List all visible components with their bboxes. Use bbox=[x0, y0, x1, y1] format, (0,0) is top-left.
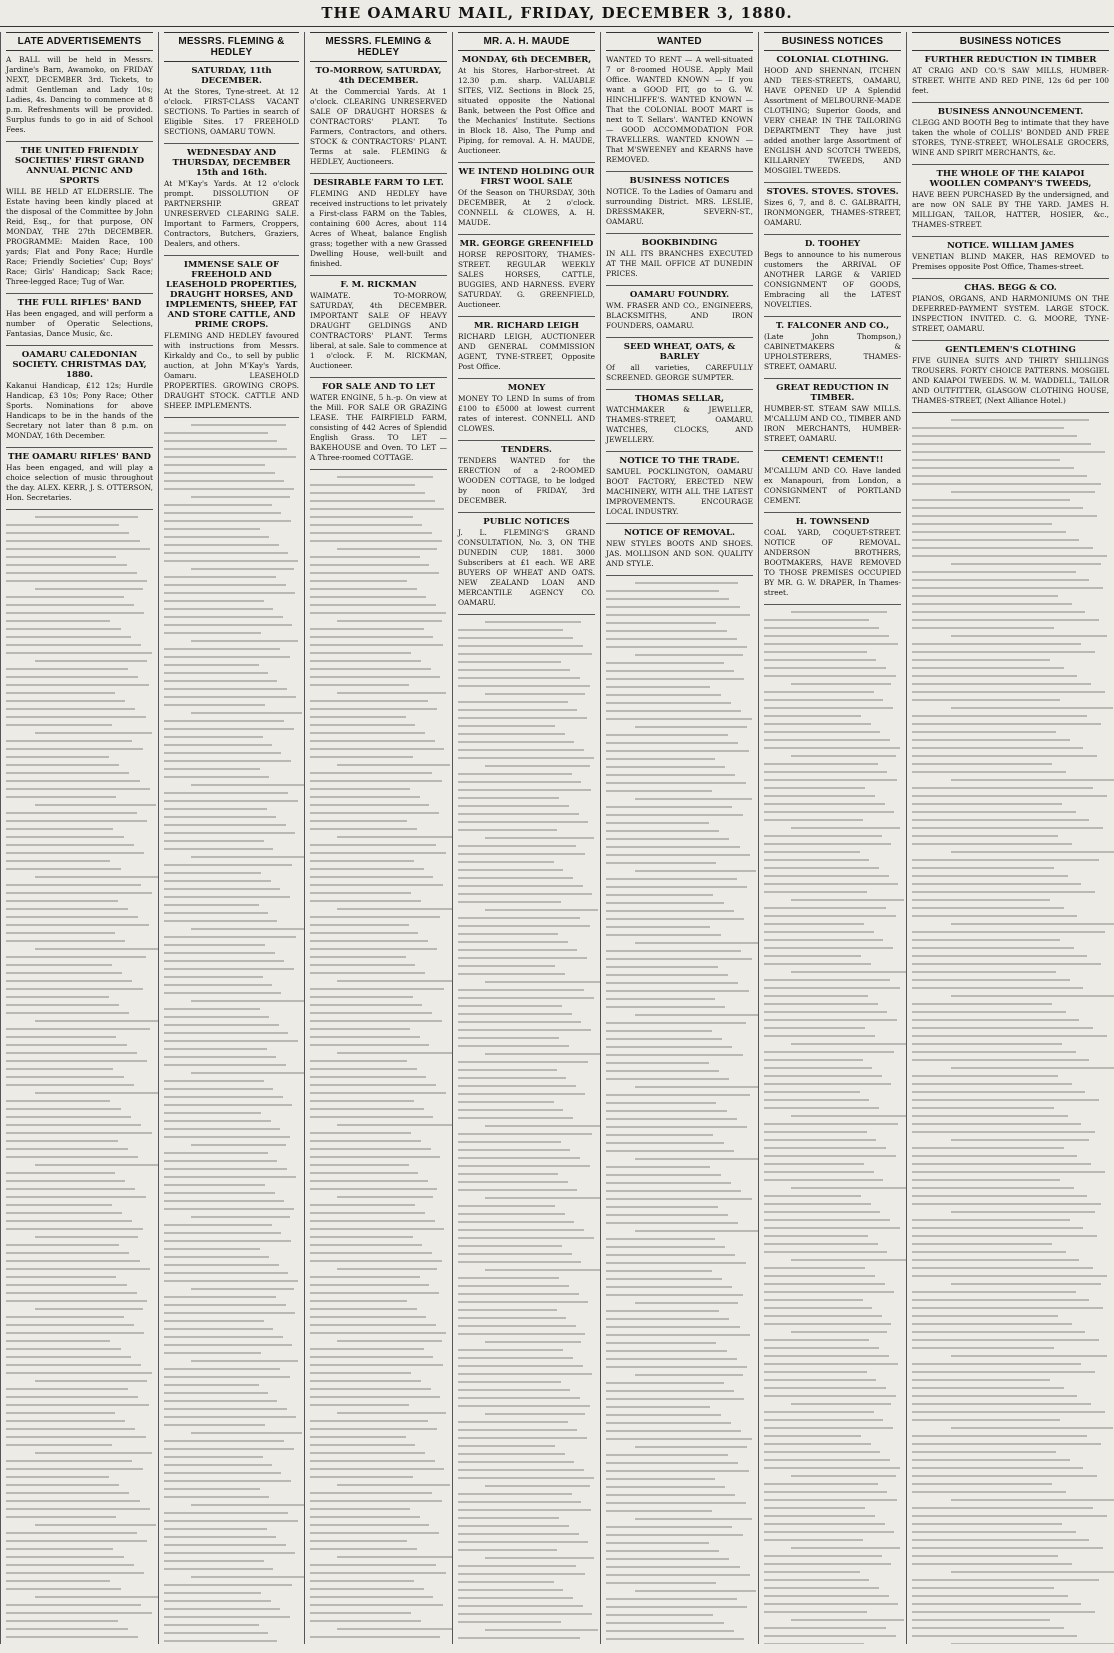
ad-body: COAL YARD, COQUET-STREET. NOTICE OF REMOVAL. ANDERSON BROTHERS, BOOTMAKERS, HAVE REMOVED TO THOSE PREMISES OCCUPIED BY MR. G. W. DRAPER, In Thames-street. bbox=[764, 528, 901, 597]
advertisement bbox=[606, 528, 753, 569]
advertisement bbox=[310, 178, 447, 269]
ad-title: GENTLEMEN'S CLOTHING bbox=[945, 345, 1076, 355]
advertisement bbox=[458, 383, 595, 434]
advertisement bbox=[606, 290, 753, 331]
divider bbox=[912, 164, 1109, 165]
divider bbox=[458, 162, 595, 163]
ad-title: PUBLIC NOTICES bbox=[483, 517, 570, 527]
advertisement bbox=[606, 176, 753, 227]
ad-body: WAIMATE. TO-MORROW, SATURDAY, 4th DECEMBER. IMPORTANT SALE OF HEAVY DRAUGHT GELDINGS AND CONTRACTORS' PLANT. Terms liberal, at sale. Sale to commence at 1 o'clock. F. M. RICKMAN, Auctioneer. bbox=[310, 291, 447, 370]
ad-body: At his Stores, Harbor-street. At 12.30 p.m. sharp. VALUABLE SITES, VIZ. Sections in Block 25, situated opposite the National Bank, between the Post Office and the Mechanics' Institute. Sections in Block 18. Also, The Pump and Piping, for removal. A. H. MAUDE, Auctioneer. bbox=[458, 66, 595, 155]
divider bbox=[764, 234, 901, 235]
ad-body: FLEMING AND HEDLEY favoured with instructions from Messrs. Kirkaldy and Co., to sell by public auction, at John M'Kay's Yards, Oamaru. LEASEHOLD PROPERTIES. GROWING CROPS. DRAUGHT STOCK. CATTLE AND SHEEP. IMPLEMENTS. bbox=[164, 331, 299, 410]
advertisement bbox=[912, 345, 1109, 406]
advertisement bbox=[764, 321, 901, 372]
ad-title: MONEY bbox=[507, 383, 546, 393]
divider bbox=[6, 509, 153, 510]
advertisement bbox=[310, 382, 447, 463]
ad-body: HOOD AND SHENNAN, ITCHEN AND TEES-STREETS, OAMARU, HAVE OPENED UP A Splendid Assortment of MELBOURNE-MADE CLOTHING; Superior Goods, and VERY CHEAP. IN THE TAILORING DEPARTMENT They have just added another large Assortment of ENGLISH AND SCOTCH TWEEDS, KILLARNEY TWEEDS, AND MOSGIEL TWEEDS. bbox=[764, 66, 901, 175]
divider bbox=[310, 173, 447, 174]
column-heading: MR. A. H. MAUDE bbox=[458, 32, 595, 51]
ad-body: AT CRAIG AND CO.'S SAW MILLS, HUMBER-STREET. WHITE AND RED PINE, 12s 6d per 100 feet. bbox=[912, 66, 1109, 95]
ad-title: STOVES. STOVES. STOVES. bbox=[766, 187, 899, 197]
column-heading: MESSRS. FLEMING & HEDLEY bbox=[164, 32, 299, 62]
ad-body: WATCHMAKER & JEWELLER, THAMES-STREET, OAMARU. WATCHES, CLOCKS, AND JEWELLERY. bbox=[606, 405, 753, 444]
ad-title: H. TOWNSEND bbox=[795, 517, 870, 527]
ad-title: OAMARU CALEDONIAN SOCIETY. CHRISTMAS DAY, 1880. bbox=[12, 350, 147, 380]
column-3 bbox=[304, 32, 452, 1644]
advertisement bbox=[606, 342, 753, 383]
ad-title: BUSINESS NOTICES bbox=[629, 176, 730, 186]
advertisement bbox=[764, 187, 901, 228]
advertisement bbox=[912, 55, 1109, 96]
text-texture bbox=[310, 476, 447, 1644]
divider bbox=[606, 285, 753, 286]
ad-title: BUSINESS ANNOUNCEMENT. bbox=[937, 107, 1084, 117]
advertisement bbox=[6, 452, 153, 503]
advertisement bbox=[764, 55, 901, 176]
advertisement bbox=[458, 321, 595, 372]
divider bbox=[606, 389, 753, 390]
ad-title: MONDAY, 6th DECEMBER, bbox=[461, 55, 592, 65]
divider bbox=[606, 337, 753, 338]
text-texture bbox=[6, 516, 153, 1644]
ad-title: SATURDAY, 11th DECEMBER. bbox=[191, 66, 272, 86]
divider bbox=[764, 512, 901, 513]
advertisement bbox=[912, 107, 1109, 158]
text-texture bbox=[458, 621, 595, 1644]
ad-body: A BALL will be held in Messrs. Jardine's Barn, Awamoko, on FRIDAY NEXT, DECEMBER 3rd. Tickets, to admit Gentleman and Lady 10s; Ladies, 4s. Dancing to commence at 8 p.m. Refreshments will be provided. Surplus funds to go in aid of School Fees. bbox=[6, 55, 153, 134]
ad-title: D. TOOHEY bbox=[804, 239, 861, 249]
ad-body: M'CALLUM AND CO. Have landed ex Manapouri, from London, a CONSIGNMENT of PORTLAND CEMENT. bbox=[764, 466, 901, 505]
column-5 bbox=[600, 32, 758, 1644]
divider bbox=[310, 275, 447, 276]
divider bbox=[6, 293, 153, 294]
advertisement bbox=[764, 383, 901, 444]
ad-body: Of all varieties, CAREFULLY SCREENED. GEORGE SUMPTER. bbox=[606, 363, 753, 382]
text-texture bbox=[912, 419, 1109, 1644]
divider bbox=[606, 233, 753, 234]
text-texture bbox=[764, 611, 901, 1644]
masthead-title: THE OAMARU MAIL, FRIDAY, DECEMBER 3, 1880. bbox=[0, 0, 1114, 27]
ad-body: FLEMING AND HEDLEY have received instructions to let privately a First-class FARM on the Tables, containing 600 Acres, about 114 Acres of Wheat, balance English grass; together with a new Grassed Dwelling House, well-built and finished. bbox=[310, 189, 447, 268]
ad-body: NEW STYLES BOOTS AND SHOES. JAS. MOLLISON AND SON. QUALITY AND STYLE. bbox=[606, 539, 753, 568]
advertisement bbox=[912, 169, 1109, 230]
divider bbox=[764, 182, 901, 183]
ad-title: COLONIAL CLOTHING. bbox=[776, 55, 889, 65]
divider bbox=[6, 141, 153, 142]
ad-body: PIANOS, ORGANS, AND HARMONIUMS ON THE DEFERRED-PAYMENT SYSTEM. LARGE STOCK. INSPECTION INVITED. C. G. MOORE, TYNE-STREET, OAMARU. bbox=[912, 294, 1109, 333]
ad-body: TENDERS WANTED for the ERECTION of a 2-ROOMED WOODEN COTTAGE, to be lodged by noon of FRIDAY, 3rd DECEMBER. bbox=[458, 456, 595, 505]
divider bbox=[164, 417, 299, 418]
divider bbox=[606, 575, 753, 576]
column-4 bbox=[452, 32, 600, 1644]
advertisement bbox=[764, 239, 901, 310]
divider bbox=[606, 451, 753, 452]
advertisement bbox=[458, 445, 595, 506]
divider bbox=[6, 447, 153, 448]
ad-title: TO-MORROW, SATURDAY, 4th DECEMBER. bbox=[315, 66, 442, 86]
divider bbox=[310, 469, 447, 470]
ad-title: NOTICE OF REMOVAL. bbox=[624, 528, 735, 538]
ad-body: MONEY TO LEND In sums of from £100 to £5000 at lowest current rates of interest. CONNELL AND CLOWES. bbox=[458, 394, 595, 433]
ad-body: WILL BE HELD AT ELDERSLIE. The Estate having been kindly placed at the disposal of the Committee by John Reid, Esq., for that purpose, ON MONDAY, THE 27th DECEMBER. PROGRAMME: Maiden Race, 100 yards; Flat and Pony Race; Hurdle Race; Friendly Societies' Cup; Boys' Race; Girls' Handicap; Sack Race; Three-legged Race; Tug of War. bbox=[6, 187, 153, 286]
column-heading: BUSINESS NOTICES bbox=[912, 32, 1109, 51]
ad-body: At the Stores, Tyne-street. At 12 o'clock. FIRST-CLASS VACANT SECTIONS. To Parties in search of Eligible Sites. 17 FREEHOLD SECTIONS, OAMARU TOWN. bbox=[164, 87, 299, 136]
advertisement bbox=[458, 55, 595, 156]
divider bbox=[764, 378, 901, 379]
ad-body: RICHARD LEIGH, AUCTIONEER AND GENERAL COMMISSION AGENT, TYNE-STREET, Opposite Post Office. bbox=[458, 332, 595, 371]
divider bbox=[458, 316, 595, 317]
ad-title: WE INTEND HOLDING OUR FIRST WOOL SALE bbox=[458, 167, 595, 187]
advertisement bbox=[606, 55, 753, 165]
ad-title: FOR SALE AND TO LET bbox=[321, 382, 435, 392]
text-texture bbox=[606, 582, 753, 1644]
advertisement bbox=[6, 350, 153, 441]
ad-title: GREAT REDUCTION IN TIMBER. bbox=[776, 383, 889, 403]
ad-title: NOTICE. WILLIAM JAMES bbox=[946, 241, 1075, 251]
ad-body: Kakanui Handicap, £12 12s; Hurdle Handicap, £3 10s; Pony Race; Other Sports. Nominations for above Handicaps to be in the hands of the Secretary not later than 8 p.m. on MONDAY, 16th December. bbox=[6, 381, 153, 440]
ad-title: IMMENSE SALE OF FREEHOLD AND LEASEHOLD PROPERTIES, DRAUGHT HORSES, AND IMPLEMENTS, SHEEP, FAT AND STORE CATTLE, AND PRIME CROPS. bbox=[165, 260, 298, 330]
advertisement bbox=[6, 146, 153, 287]
advertisement bbox=[458, 239, 595, 310]
advertisement bbox=[310, 280, 447, 371]
ad-body: Sizes 6, 7, and 8. C. GALBRAITH, IRONMONGER, THAMES-STREET, OAMARU. bbox=[764, 198, 901, 227]
ad-body: Of the Season on THURSDAY, 30th DECEMBER, At 2 o'clock. CONNELL & CLOWES, A. H. MAUDE. bbox=[458, 188, 595, 227]
divider bbox=[458, 512, 595, 513]
ad-body: HAVE BEEN PURCHASED By the undersigned, and are now ON SALE BY THE YARD. JAMES H. MILLIGAN, TAILOR, HATTER, HOSIER, &c., THAMES-STREET. bbox=[912, 190, 1109, 229]
divider bbox=[606, 523, 753, 524]
column-2 bbox=[158, 32, 304, 1644]
divider bbox=[6, 345, 153, 346]
advertisement bbox=[310, 66, 447, 167]
ad-body: CLEGG AND BOOTH Beg to intimate that they have taken the whole of COLLIS' BONDED AND FREE STORES, TYNE-STREET, WHOLESALE GROCERS, WINE AND SPIRIT MERCHANTS, &c. bbox=[912, 118, 1109, 157]
ad-body: IN ALL ITS BRANCHES EXECUTED AT THE MAIL OFFICE AT DUNEDIN PRICES. bbox=[606, 249, 753, 278]
column-heading: BUSINESS NOTICES bbox=[764, 32, 901, 51]
ad-title: OAMARU FOUNDRY. bbox=[629, 290, 730, 300]
divider bbox=[458, 378, 595, 379]
divider bbox=[912, 278, 1109, 279]
column-heading: MESSRS. FLEMING & HEDLEY bbox=[310, 32, 447, 62]
divider bbox=[310, 377, 447, 378]
advertisement bbox=[606, 238, 753, 279]
ad-title: T. FALCONER AND CO., bbox=[775, 321, 890, 331]
ad-body: At the Commercial Yards. At 1 o'clock. CLEARING UNRESERVED SALE OF DRAUGHT HORSES & CONTRACTORS' PLANT. To Farmers, Contractors, and others. STOCK & CONTRACTORS' PLANT. Terms at sale. FLEMING & HEDLEY, Auctioneers. bbox=[310, 87, 447, 166]
ad-title: FURTHER REDUCTION IN TIMBER bbox=[924, 55, 1097, 65]
advertisement bbox=[912, 283, 1109, 334]
advertisement bbox=[6, 55, 153, 135]
ad-body: J. L. FLEMING'S GRAND CONSULTATION, No. 3, ON THE DUNEDIN CUP, 1881. 3000 Subscribers at £1 each. WE ARE BUYERS OF WHEAT AND OATS. NEW ZEALAND LOAN AND MERCANTILE AGENCY CO. OAMARU. bbox=[458, 528, 595, 607]
advertisement bbox=[164, 66, 299, 137]
ad-title: WEDNESDAY AND THURSDAY, DECEMBER 15th and 16th. bbox=[172, 148, 291, 178]
divider bbox=[458, 234, 595, 235]
ad-body: VENETIAN BLIND MAKER, HAS REMOVED to Premises opposite Post Office, Thames-street. bbox=[912, 252, 1109, 271]
ad-body: HUMBER-ST. STEAM SAW MILLS. M'CALLUM AND CO., TIMBER AND IRON MERCHANTS, HUMBER-STREET, OAMARU. bbox=[764, 404, 901, 443]
column-6 bbox=[758, 32, 906, 1644]
advertisement bbox=[458, 517, 595, 608]
ad-title: THE OAMARU RIFLES' BAND bbox=[8, 452, 151, 462]
ad-title: THE WHOLE OF THE KAIAPOI WOOLLEN COMPANY'S TWEEDS, bbox=[929, 169, 1092, 189]
column-heading: WANTED bbox=[606, 32, 753, 51]
ad-title: BOOKBINDING bbox=[641, 238, 718, 248]
ad-title: TENDERS. bbox=[501, 445, 552, 455]
advertisement bbox=[6, 298, 153, 339]
ad-body: SAMUEL POCKLINGTON, OAMARU BOOT FACTORY, ERECTED NEW MACHINERY, WITH ALL THE LATEST IMPROVEMENTS. ENCOURAGE LOCAL INDUSTRY. bbox=[606, 467, 753, 516]
divider bbox=[164, 143, 299, 144]
ad-title: F. M. RICKMAN bbox=[340, 280, 417, 290]
ad-body: NOTICE. To the Ladies of Oamaru and surrounding District. MRS. LESLIE, DRESSMAKER, SEVERN-ST., OAMARU. bbox=[606, 187, 753, 226]
ad-title: CEMENT! CEMENT!! bbox=[781, 455, 884, 465]
divider bbox=[764, 316, 901, 317]
ad-title: MR. RICHARD LEIGH bbox=[473, 321, 580, 331]
column-7 bbox=[906, 32, 1114, 1644]
ad-body: WM. FRASER AND CO., ENGINEERS, BLACKSMITHS, AND IRON FOUNDERS, OAMARU. bbox=[606, 301, 753, 330]
ad-title: THE FULL RIFLES' BAND bbox=[17, 298, 142, 308]
advertisement bbox=[164, 260, 299, 411]
ad-body: (Late John Thompson,) CABINETMAKERS & UPHOLSTERERS, THAMES-STREET, OAMARU. bbox=[764, 332, 901, 371]
ad-title: SEED WHEAT, OATS, & BARLEY bbox=[623, 342, 736, 362]
ad-body: Has been engaged, and will perform a number of Operatic Selections, Fantasias, Dance Music, &c. bbox=[6, 309, 153, 338]
divider bbox=[764, 604, 901, 605]
advertisement bbox=[458, 167, 595, 228]
divider bbox=[912, 412, 1109, 413]
ad-title: CHAS. BEGG & CO. bbox=[964, 283, 1057, 293]
divider bbox=[912, 340, 1109, 341]
ad-body: At M'Kay's Yards. At 12 o'clock prompt. DISSOLUTION OF PARTNERSHIP. GREAT UNRESERVED CLEARING SALE. Important to Farmers, Croppers, Contractors, Butchers, Graziers, Dealers, and others. bbox=[164, 179, 299, 248]
advertisement bbox=[606, 456, 753, 517]
advertisement bbox=[764, 517, 901, 598]
ad-title: NOTICE TO THE TRADE. bbox=[619, 456, 740, 466]
advertisement bbox=[764, 455, 901, 506]
ad-body: WATER ENGINE, 5 h.-p. On view at the Mill. FOR SALE OR GRAZING LEASE. THE FAIRFIELD FARM, consisting of 442 Acres of Splendid English Grass. TO LET — BAKEHOUSE and Oven. TO LET — A Three-roomed COTTAGE. bbox=[310, 393, 447, 462]
column-heading: LATE ADVERTISEMENTS bbox=[6, 32, 153, 51]
divider bbox=[458, 614, 595, 615]
ad-body: Has been engaged, and will play a choice selection of music throughout the day. ALEX. KERR, J. S. OTTERSON, Hon. Secretaries. bbox=[6, 463, 153, 502]
ad-body: HORSE REPOSITORY, THAMES-STREET. REGULAR WEEKLY SALES HORSES, CATTLE, BUGGIES, AND HARNESS. EVERY SATURDAY. G. GREENFIELD, Auctioneer. bbox=[458, 250, 595, 309]
ad-body: WANTED TO RENT — A well-situated 7 or 8-roomed HOUSE. Apply Mail Office. WANTED KNOWN — If you want a GOOD FIT, go to G. W. HINCHLIFFE'S. WANTED KNOWN — That the COLONIAL BOOT MART is next to T. Sellars'. WANTED KNOWN — GOOD ACCOMMODATION FOR TRAVELLERS. WANTED KNOWN — That M'SWEENEY and KEARNS have REMOVED. bbox=[606, 55, 753, 164]
divider bbox=[458, 440, 595, 441]
ad-title: THE UNITED FRIENDLY SOCIETIES' FIRST GRAND ANNUAL PICNIC AND SPORTS bbox=[14, 146, 145, 186]
advertisement bbox=[912, 241, 1109, 272]
column-1 bbox=[0, 32, 158, 1644]
ad-title: MR. GEORGE GREENFIELD bbox=[459, 239, 594, 249]
divider bbox=[912, 236, 1109, 237]
ad-title: THOMAS SELLAR, bbox=[634, 394, 725, 404]
divider bbox=[912, 102, 1109, 103]
text-texture bbox=[164, 424, 299, 1644]
divider bbox=[164, 255, 299, 256]
divider bbox=[764, 450, 901, 451]
advertisement bbox=[606, 394, 753, 445]
divider bbox=[606, 171, 753, 172]
ad-title: DESIRABLE FARM TO LET. bbox=[313, 178, 444, 188]
ad-body: Begs to announce to his numerous customers the ARRIVAL OF ANOTHER LARGE & VARIED CONSIGNMENT OF GOODS, Embracing all the LATEST NOVELTIES. bbox=[764, 250, 901, 309]
ad-body: FIVE GUINEA SUITS AND THIRTY SHILLINGS TROUSERS. FORTY CHOICE PATTERNS. MOSGIEL AND KAIAPOI TWEEDS. W. M. WADDELL, TAILOR AND OUTFITTER, GLASGOW CLOTHING HOUSE, THAMES-STREET, (Next Alliance Hotel.) bbox=[912, 356, 1109, 405]
advertisement bbox=[164, 148, 299, 249]
